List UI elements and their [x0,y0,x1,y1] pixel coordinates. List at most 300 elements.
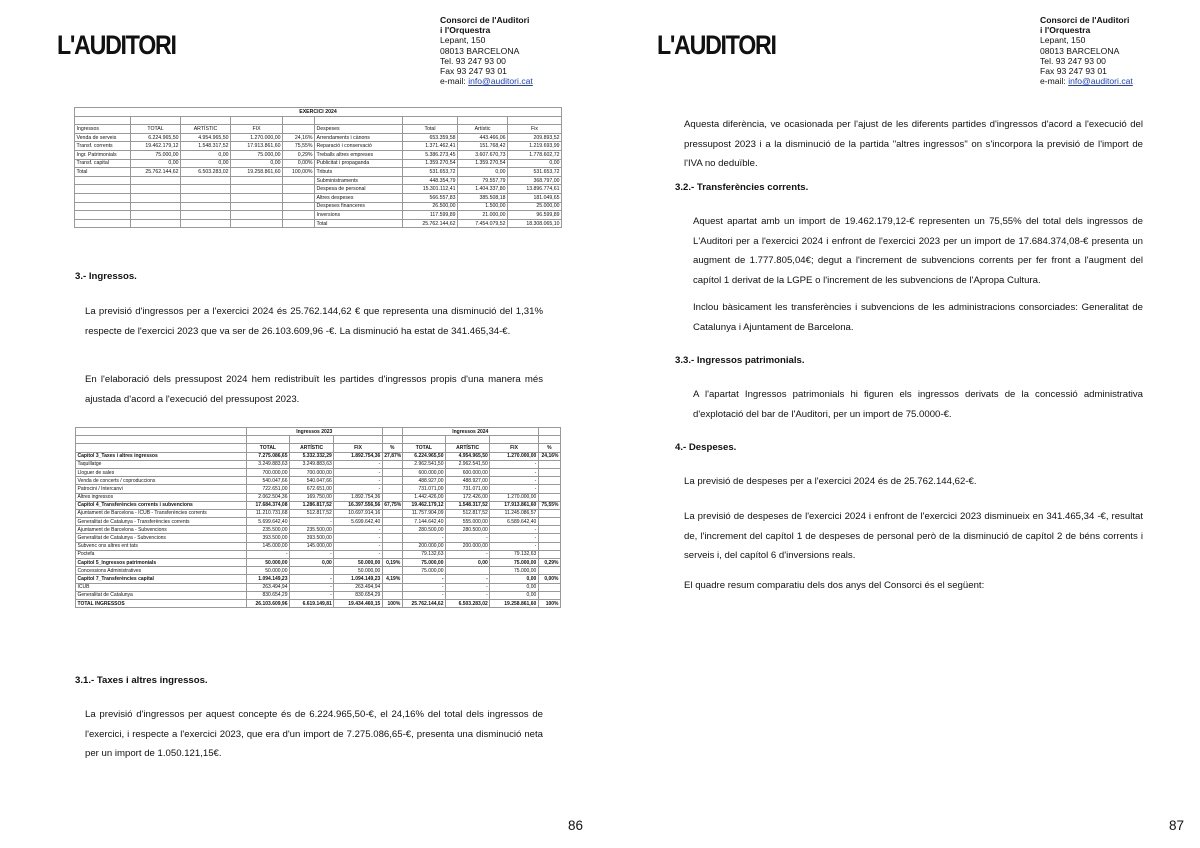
auditori-logo: L'AUDITORI [657,30,776,60]
table-cell: - [446,575,490,583]
table-cell: Publicitat i propaganda [315,159,403,168]
table-cell [181,193,231,202]
table-cell: 7.275.086,65 [246,452,289,460]
table-cell: 11.245.086,57 [490,509,539,517]
table-cell: 0,00 [131,159,181,168]
table-cell [290,436,334,444]
table-row [76,501,561,509]
table-cell [283,116,315,125]
table-cell [231,185,283,194]
column-header: Ingressos [75,125,131,134]
table-cell: 79.557,79 [458,176,508,185]
table-row [75,176,562,185]
table-cell [131,193,181,202]
paragraph-despeses-1: La previsió de despeses per a l'exercici 2024 és de 25.762.144,62-€. [684,476,977,487]
phone: Tel. 93 247 93 00 [1040,55,1106,66]
paragraph-taxes: La previsió d'ingressos per aquest concepte és de 6.224.965,50-€, el 24,16% del total dels ingressos de l'exercici, i respecte a l'exercici 2023, que era d'un import de 7.275.086,65-€, presenta una disminució neta per un import de 1.050.121,15€. [85,709,543,759]
table-cell: Ingr. Patrimonials [75,150,131,159]
table-row [76,583,561,591]
table-cell: 21.000,00 [458,211,508,220]
table-cell: 0,29% [283,150,315,159]
paragraph-despeses-2: La previsió de despeses de l'exercici 2024 i enfront de l'exercici 2023 disminueix en 341.465,34 -€, resultat de, l'increment del capítol 1 de despeses de personal però de la disminució de capítol 2 de béns corrents i serveis i, del capítol 6 d'inversions reals. [684,511,1143,561]
table-cell: 1.892.754,36 [334,493,383,501]
table-cell: - [290,550,334,558]
table-row [76,460,561,468]
table-cell: 1.404.337,80 [458,185,508,194]
table-cell: 1.548.317,52 [181,142,231,151]
table-cell [131,202,181,211]
column-header: Despeses [315,125,403,134]
group-header-2024: Ingressos 2024 [402,428,538,436]
table-cell: - [490,534,539,542]
table-cell: 2.962.541,50 [402,460,445,468]
table-cell [382,526,402,534]
table-row [76,534,561,542]
table-cell [403,116,458,125]
table-cell: 19.258.861,60 [231,168,283,177]
table-cell: Despeses financeres [315,202,403,211]
table-cell: TOTAL INGRESSOS [76,599,247,607]
email-label: e-mail: [440,76,469,87]
table-row [76,591,561,599]
table-cell: 0,00 [181,159,231,168]
table-cell: - [334,550,383,558]
table-row [76,526,561,534]
table-cell [246,436,289,444]
table-cell: Capitol 5_Ingressos patrimonials [76,559,247,567]
table-cell: 0,19% [382,559,402,567]
table-cell: 1.442.426,00 [402,493,445,501]
group-header-2023: Ingressos 2023 [246,428,382,436]
table-cell: 6.503.283,02 [446,599,490,607]
column-header: % [382,444,402,452]
org-name-line1: Consorci de l'Auditori [440,15,530,25]
contact-block [440,15,533,86]
table-cell: Total [75,168,131,177]
table-cell: - [402,583,445,591]
table-cell: Taquillatge [76,460,247,468]
table-cell: 0,00 [231,159,283,168]
table-cell: 145.000,00 [246,542,289,550]
table-cell: Capitol 4_Transferències corrents i subvencions [76,501,247,509]
table-cell: 96.599,89 [508,211,562,220]
email-label: e-mail: [1040,76,1069,87]
table-cell: 393.500,00 [290,534,334,542]
table-cell: 100,00% [283,168,315,177]
table-cell: 1.094.149,23 [334,575,383,583]
table-cell: - [446,550,490,558]
table-cell: 555.000,00 [446,518,490,526]
table-cell: 75.000,00 [231,150,283,159]
table-cell: 3.249.883,63 [290,460,334,468]
table-cell: Altres ingressos [76,493,247,501]
table-cell [334,436,383,444]
table-cell: 50.000,00 [334,559,383,567]
table-cell: 145.000,00 [290,542,334,550]
table-cell: 117.599,89 [403,211,458,220]
table-cell: 2.962.541,50 [446,460,490,468]
table-cell: 5.386.273,45 [403,150,458,159]
table-row [76,550,561,558]
paragraph-ingressos-2: En l'elaboració dels pressupost 2024 hem redistribuït les partides d'ingressos propis d'una manera més ajustada d'acord a l'execució del pressupost 2023. [85,374,543,405]
table-cell: 50.000,00 [246,567,289,575]
table-cell: 235.500,00 [290,526,334,534]
email-line [1040,76,1133,86]
city: 08013 BARCELONA [440,45,520,56]
table-cell [446,436,490,444]
table-cell: 50.000,00 [246,559,289,567]
table-row [76,559,561,567]
table-cell: - [490,477,539,485]
table-cell [382,468,402,476]
table-cell: 79.132,63 [402,550,445,558]
table-spacer-row [75,116,562,125]
table-cell: 280.500,00 [446,526,490,534]
table-cell [75,211,131,220]
table-cell [283,211,315,220]
table-cell [283,185,315,194]
table-cell: Subministraments [315,176,403,185]
table-cell: 200.000,00 [402,542,445,550]
table-cell: Transf. capital [75,159,131,168]
table-cell [490,436,539,444]
table-cell [231,202,283,211]
column-header: % [538,444,560,452]
city: 08013 BARCELONA [1040,45,1120,56]
table-cell [231,116,283,125]
table-cell [75,116,131,125]
table-cell [76,428,247,436]
paragraph-transferencies-1: Aquest apartat amb un import de 19.462.179,12-€ representen un 75,55% del total dels ingressos de L'Auditori per a l'exercici 2024 i enfront de l'exercici 2023 per un import de 17.684.374,08-€ presenta un augment de 1.777.805,04€; degut a l'increment de subvencions corrents per fer front a l'augment del capítol 1 derivat de la LGPE o l'increment de les subvencions de l'Apropa Cultura. [693,216,1143,286]
org-name-line1: Consorci de l'Auditori [1040,15,1130,25]
table-cell: 19.258.861,60 [490,599,539,607]
table-cell: Altres despeses [315,193,403,202]
table-cell [538,550,560,558]
table-cell: 5.699.642,40 [246,518,289,526]
table-cell: 0,00 [490,591,539,599]
table-cell [538,583,560,591]
table-cell: 0,00% [283,159,315,168]
table-cell: 443.466,06 [458,133,508,142]
table-row [76,567,561,575]
table-cell [283,219,315,228]
table-cell: 24,16% [538,452,560,460]
table-cell: 75,55% [283,142,315,151]
table-cell [382,485,402,493]
table-cell: - [402,591,445,599]
exercici-2024-table [74,107,562,228]
table-cell: - [446,591,490,599]
table-cell: 25.762.144,62 [403,219,458,228]
table-cell: 19.434.460,15 [334,599,383,607]
table-cell: 368.797,00 [508,176,562,185]
table-cell [538,518,560,526]
paragraph-transferencies-2: Inclou bàsicament les transferències i subvencions de les administracions consorciades: Generalitat de Catalunya i Ajuntament de Barcelona. [693,302,1143,333]
table-cell: 27,87% [384,453,402,460]
table-cell: 19.462.179,12 [131,142,181,151]
table-cell: 18.308.065,10 [508,219,562,228]
table-cell: 1.270.000,00 [231,133,283,142]
table-row [76,493,561,501]
table-cell: 830.654,29 [246,591,289,599]
table-cell: 11.210.731,68 [246,509,289,517]
table-cell: 6.589.642,40 [490,518,539,526]
table-header-row [76,444,561,452]
table-cell: 25.762.144,62 [402,599,445,607]
table-row [75,219,562,228]
table-cell: 151.768,42 [458,142,508,151]
table-cell: 10.697.914,16 [334,509,383,517]
column-header: Total [403,125,458,134]
table-cell: - [290,575,334,583]
table-cell: - [334,534,383,542]
table-row [75,168,562,177]
table-cell: 209.893,52 [508,133,562,142]
table-cell: 1.778.602,72 [508,150,562,159]
column-header: FIX [231,125,283,134]
table-cell [538,591,560,599]
table-cell: 1.359.270,54 [458,159,508,168]
table-cell: 6.224.965,50 [131,133,181,142]
column-header [283,125,315,134]
table-cell: 172.426,00 [446,493,490,501]
contact-block [1040,15,1133,86]
table-cell: 75.000,00 [402,567,445,575]
table-cell: 566.557,83 [403,193,458,202]
table-cell [538,436,560,444]
table-cell [382,518,402,526]
table-cell [75,219,131,228]
table-cell [231,211,283,220]
table-cell: 0,00 [446,559,490,567]
address: Lepant, 150 [1040,35,1086,46]
table-cell [382,493,402,501]
table-cell [402,436,445,444]
table-cell: 13.896.774,61 [508,185,562,194]
column-header: ARTÍSTIC [181,125,231,134]
page-87 [600,0,1200,848]
table-cell [283,202,315,211]
email-link[interactable]: info@auditori.cat [468,76,533,87]
table-cell: Subvenc ons altres ent tats [76,542,247,550]
table-cell: 1.270.000,00 [490,493,539,501]
table-cell: 263.494,94 [334,583,383,591]
heading-transferencies: 3.2.- Transferències corrents. [675,182,809,193]
table-cell [315,116,403,125]
table-cell: 731.071,00 [446,485,490,493]
table-cell [458,116,508,125]
table-cell: - [490,542,539,550]
table-cell [181,185,231,194]
table-row [76,575,561,583]
table-cell: 672.651,00 [290,485,334,493]
table-cell: 3.607.670,73 [458,150,508,159]
email-link[interactable]: info@auditori.cat [1068,76,1133,87]
ingressos-comparison-table [75,427,561,608]
table-cell: 488.927,00 [402,477,445,485]
table-cell: - [490,460,539,468]
table-cell: - [490,526,539,534]
table-cell: Lloguer de sales [76,468,247,476]
table-cell [181,202,231,211]
table-cell: 385.508,18 [458,193,508,202]
table-row [75,159,562,168]
table-cell [538,534,560,542]
table-cell: 75.000,00 [490,559,539,567]
table-cell: 1.371.462,41 [403,142,458,151]
table-cell: - [402,575,445,583]
table-cell: 731.071,00 [402,485,445,493]
table-cell [382,436,402,444]
table-cell [382,509,402,517]
table-cell: - [334,477,383,485]
table-cell: Venda de serveis [75,133,131,142]
table-cell [75,202,131,211]
table-cell: 512.817,52 [446,509,490,517]
table-cell [181,116,231,125]
table-row [76,452,561,460]
table-cell [181,211,231,220]
table-cell: 600.000,00 [446,468,490,476]
table-cell: - [490,468,539,476]
table-cell [382,583,402,591]
table-cell: Reparació i conservació [315,142,403,151]
table-cell: 75.000,00 [402,559,445,567]
table-cell: 7.144.642,40 [402,518,445,526]
table-cell: ICUB [76,583,247,591]
fax: Fax 93 247 93 01 [440,66,507,77]
table-cell: Despesa de personal [315,185,403,194]
table-cell: Concessions Administratives [76,567,247,575]
table-title: EXERCICI 2024 [75,108,562,117]
table-cell: Generalitat de Catalunya [76,591,247,599]
table-cell [538,493,560,501]
table-cell [446,567,490,575]
table-cell [131,219,181,228]
table-cell: - [290,583,334,591]
heading-ingressos: 3.- Ingressos. [75,271,137,282]
table-cell: 1.270.000,00 [490,452,539,460]
table-cell: 0,00 [490,575,539,583]
table-cell: Patrocini / Intercanvi [76,485,247,493]
fax: Fax 93 247 93 01 [1040,66,1107,77]
table-cell [538,567,560,575]
paragraph-quadre-resum: El quadre resum comparatiu dels dos anys del Consorci és el següent: [684,580,985,591]
table-cell: 15.301.112,41 [403,185,458,194]
table-row [75,211,562,220]
table-cell: 540.047,66 [246,477,289,485]
column-header: Artístic [458,125,508,134]
table-cell: Ajuntament de Barcelona - Subvencions [76,526,247,534]
table-cell [290,567,334,575]
table-cell: - [334,542,383,550]
table-row [76,542,561,550]
table-cell: 1.548.317,52 [446,501,490,509]
table-cell: 19.462.179,12 [402,501,445,509]
table-cell: 100% [538,599,560,607]
table-cell: 5.699.642,40 [334,518,383,526]
org-name-line2: i l'Orquestra [1040,25,1091,36]
heading-despeses: 4.- Despeses. [675,442,737,453]
table-spacer-row [76,436,561,444]
table-cell: 26.103.609,96 [246,599,289,607]
table-cell [538,542,560,550]
column-header: TOTAL [131,125,181,134]
table-cell: 531.653,72 [403,168,458,177]
table-group-row [76,428,561,436]
table-cell [382,534,402,542]
table-cell: 4,19% [382,575,402,583]
table-cell: Transf. corrents [75,142,131,151]
table-row [76,518,561,526]
table-cell: 181.049,65 [508,193,562,202]
table-cell: 1.286.817,52 [290,501,334,509]
table-row [76,468,561,476]
table-cell: 6.503.283,02 [181,168,231,177]
column-header [76,444,247,452]
table-header-row [75,125,562,134]
table-cell: - [402,534,445,542]
column-header: FIX [490,444,539,452]
table-cell [181,176,231,185]
table-cell: Treballs altres empreses [315,150,403,159]
page-number: 86 [568,818,584,833]
column-header: FIX [334,444,383,452]
table-cell [75,176,131,185]
table-row [75,150,562,159]
table-cell [131,185,181,194]
address: Lepant, 150 [440,35,486,46]
table-cell: 263.494,94 [246,583,289,591]
table-cell [382,428,402,436]
table-cell [538,460,560,468]
table-row [75,142,562,151]
table-cell: 25.000,00 [508,202,562,211]
table-cell: 531.653,72 [508,168,562,177]
table-cell: Tributs [315,168,403,177]
table-cell: 4.954.965,50 [446,452,490,460]
paragraph-ingressos-1: La previsió d'ingressos per a l'exercici 2024 és 25.762.144,62 € que representa una disminució del 1,31% respecte de l'exercici 2023 que va ser de 26.103.609,96 -€. La disminució ha estat de 341.465,34-€. [85,306,543,337]
table-cell: Capitol 7_Transferències capital [76,575,247,583]
table-cell [283,176,315,185]
table-row [75,133,562,142]
table-cell: - [290,518,334,526]
table-cell [538,477,560,485]
table-cell [382,550,402,558]
auditori-logo: L'AUDITORI [57,30,176,60]
table-cell: - [446,583,490,591]
table-cell: 50.000,00 [334,567,383,575]
table-cell [382,567,402,575]
table-cell: 6.224.965,50 [402,452,445,460]
table-cell [231,176,283,185]
table-cell [131,211,181,220]
table-cell: 540.047,66 [290,477,334,485]
table-cell: 16.397.556,56 [334,501,383,509]
table-cell: 600.000,00 [402,468,445,476]
email-line [440,76,533,86]
table-cell: 26.500,00 [403,202,458,211]
table-cell: 17.913.861,60 [490,501,539,509]
table-cell [538,468,560,476]
table-cell [538,526,560,534]
table-cell: 67,75% [384,502,402,509]
table-cell: 722.651,00 [246,485,289,493]
table-cell [75,193,131,202]
column-header: TOTAL [246,444,289,452]
table-cell: 700.000,00 [246,468,289,476]
org-name-line2: i l'Orquestra [440,25,491,36]
